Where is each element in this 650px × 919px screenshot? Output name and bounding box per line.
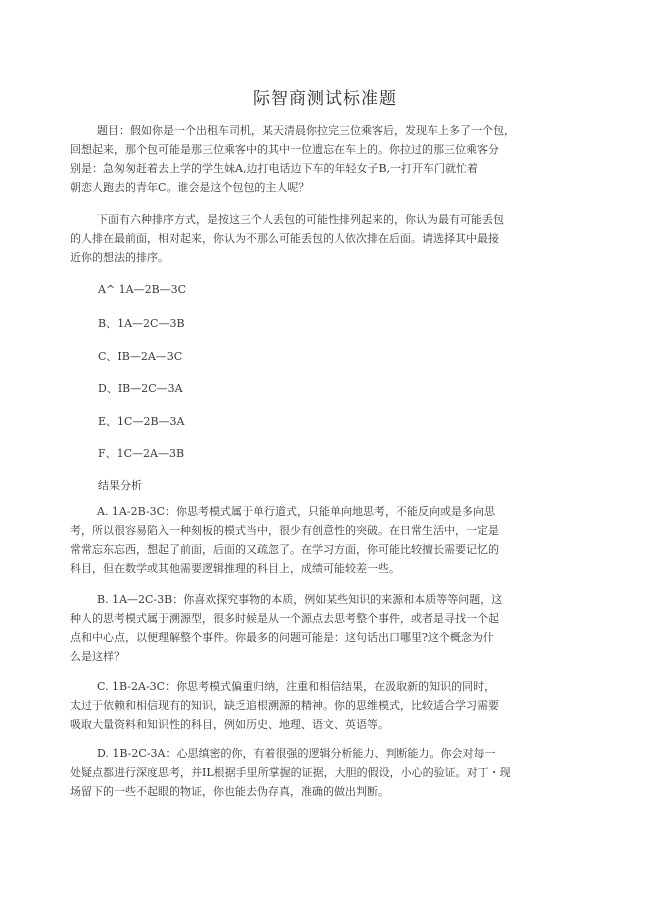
question-line: 朝恋人跑去的青年C。谁会是这个包包的主人呢？: [70, 181, 310, 194]
result-b-paragraph: [70, 590, 540, 666]
question-line: 题目：假如你是一个出租车司机，某天清晨你拉完三位乘客后，发现车上多了一个包，: [97, 124, 515, 137]
option-c: C、IB—2A—3C: [98, 350, 183, 363]
question-line: 回想起来，那个包可能是那三位乘客中的其中一位遗忘在车上的。你拉过的那三位乘客分: [70, 143, 499, 156]
result-a-paragraph: [70, 502, 540, 578]
instruction-line: 下面有六种排序方式，是按这三个人丢包的可能性排列起来的，你认为最有可能丢包: [97, 213, 504, 226]
result-c-paragraph: [70, 677, 540, 734]
result-line: B. 1A—2C-3B：你喜欢探究事物的本质，例如某些知识的来源和本质等等问题，这: [97, 593, 503, 606]
result-line: 么是这样？: [70, 650, 125, 663]
result-line: 处疑点都进行深度思考，并IL根据手里所掌握的证据，大胆的假设，小心的验证。对丁・现: [70, 766, 511, 779]
option-d: D、IB—2C—3A: [98, 382, 183, 395]
result-line: 考，所以很容易陷入一种刻板的模式当中，很少有创意性的突破。在日常生活中，一定是: [70, 524, 499, 537]
result-d-paragraph: [70, 744, 540, 801]
result-line: 常常忘东忘西，想起了前面，后面的又疏忽了。在学习方面，你可能比较擅长需要记忆的: [70, 543, 499, 556]
result-line: 吸取大量资料和知识性的科目，例如历史、地理、语文、英语等。: [70, 718, 389, 731]
option-a: A^ 1A—2B—3C: [98, 283, 187, 296]
result-line: D. 1B-2C-3A：心思缜密的你，有着很强的逻辑分析能力、判断能力。你会对每一: [97, 747, 496, 760]
result-line: 太过于依赖和相信现有的知识，缺乏追根溯源的精神。你的思维模式，比较适合学习需要: [70, 699, 499, 712]
result-line: 点和中心点，以便理解整个事件。你最多的问题可能是：这句话出口哪里?这个概念为什: [70, 631, 494, 644]
instruction-line: 近你的想法的排序。: [70, 251, 169, 264]
result-line: A. 1A-2B-3C：你思考模式属于单行道式，只能单向地思考，不能反向或是多向思: [97, 505, 496, 518]
option-e: E、1C—2B—3A: [98, 415, 185, 428]
page-title: 际智商测试标准题: [253, 89, 397, 109]
result-line: 种人的思考模式属于溯源型，很多时候是从一个源点去思考整个事件，或者是寻找一个起: [70, 612, 499, 625]
option-f: F、1C—2A—3B: [98, 447, 185, 460]
instruction-paragraph: [70, 210, 540, 267]
option-b: B、1A—2C—3B: [98, 317, 185, 330]
result-line: 场留下的一些不起眼的物证，你也能去伪存真，准确的做出判断。: [70, 785, 389, 798]
question-line: 别是：急匆匆赶着去上学的学生妹A,边打电话边下车的年轻女子B,一打开车门就忙着: [70, 162, 479, 175]
result-line: 科目，但在数学或其他需要逻辑推理的科目上，成绩可能较差一些。: [70, 562, 400, 575]
instruction-line: 的人排在最前面，相对起来，你认为不那么可能丢包的人依次排在后面。请选择其中最接: [70, 232, 499, 245]
analysis-heading: 结果分析: [98, 479, 142, 492]
result-line: C. 1B-2A-3C：你思考模式偏重归纳，注重和相信结果，在汲取新的知识的同时，: [97, 680, 496, 693]
question-paragraph: [70, 121, 540, 197]
